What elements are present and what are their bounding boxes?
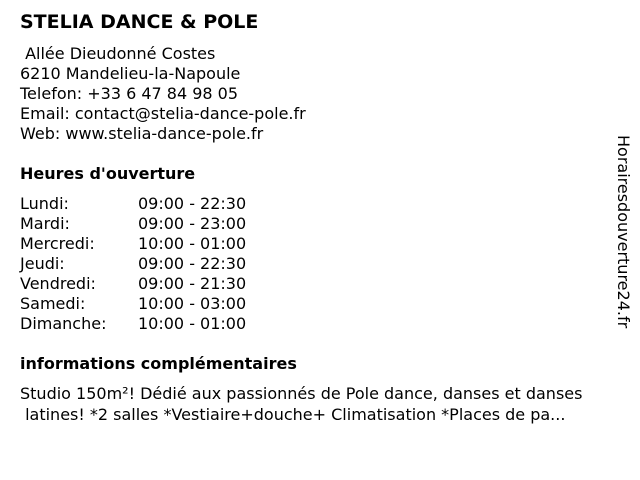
contact-block: [20, 44, 306, 144]
day-hours: 09:00 - 23:00: [138, 214, 247, 233]
address-city: 6210 Mandelieu-la-Napoule: [20, 64, 241, 83]
hours-row: [20, 254, 246, 274]
hours-row: [20, 274, 246, 294]
hours-row: [20, 234, 246, 254]
website-address: Web: www.stelia-dance-pole.fr: [20, 124, 264, 143]
day-hours: 09:00 - 21:30: [138, 274, 247, 293]
info-line: Studio 150m²! Dédié aux passionnés de Pole dance, danses et danses: [20, 384, 583, 403]
hours-row: [20, 314, 246, 334]
hours-row: [20, 214, 246, 234]
day-label: Mercredi:: [20, 234, 95, 253]
day-hours: 10:00 - 01:00: [138, 234, 247, 253]
site-watermark: Horairesdouverture24.fr: [614, 135, 633, 329]
hours-row: [20, 194, 246, 214]
day-label: Vendredi:: [20, 274, 96, 293]
additional-info-heading: informations complémentaires: [20, 354, 297, 373]
day-label: Mardi:: [20, 214, 70, 233]
address-street: Allée Dieudonné Costes: [20, 44, 216, 63]
day-hours: 09:00 - 22:30: [138, 194, 247, 213]
day-hours: 09:00 - 22:30: [138, 254, 247, 273]
day-hours: 10:00 - 03:00: [138, 294, 247, 313]
day-label: Dimanche:: [20, 314, 107, 333]
info-line: latines! *2 salles *Vestiaire+douche+ Climatisation *Places de pa...: [20, 405, 566, 424]
day-hours: 10:00 - 01:00: [138, 314, 247, 333]
phone-number: Telefon: +33 6 47 84 98 05: [20, 84, 239, 103]
business-name: STELIA DANCE & POLE: [20, 11, 259, 33]
opening-hours-heading: Heures d'ouverture: [20, 164, 196, 183]
hours-row: [20, 294, 246, 314]
day-label: Jeudi:: [20, 254, 65, 273]
day-label: Samedi:: [20, 294, 86, 313]
day-label: Lundi:: [20, 194, 69, 213]
opening-hours-table: [20, 194, 246, 334]
additional-info-text: [20, 383, 635, 425]
email-address: Email: contact@stelia-dance-pole.fr: [20, 104, 306, 123]
